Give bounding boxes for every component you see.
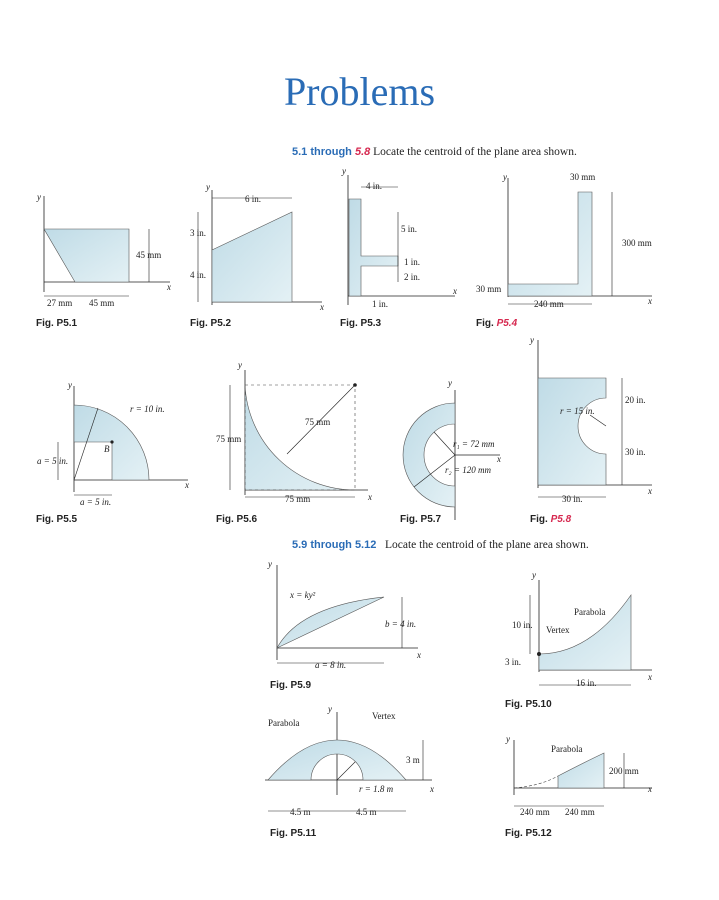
axis-label-y: y (268, 559, 272, 569)
dim-75mm-radius: 75 mm (305, 417, 331, 427)
shape (558, 753, 604, 788)
point-b (110, 440, 113, 443)
dim-b4in: b = 4 in. (385, 619, 417, 629)
shape (508, 192, 592, 296)
shape (349, 199, 398, 296)
shape (212, 212, 292, 302)
axis-label-y: y (448, 378, 452, 388)
axis-label-x: x (648, 296, 652, 306)
figure-p5-1 (36, 192, 171, 308)
dim-20in: 20 in. (625, 395, 646, 405)
dim-30in-v: 30 in. (625, 447, 646, 457)
dim-30in-h: 30 in. (562, 494, 583, 504)
label-parabola: Parabola (574, 607, 606, 617)
label-parabola: Parabola (551, 744, 583, 754)
dim-r10in: r = 10 in. (130, 404, 165, 414)
dim-240mm-left: 240 mm (520, 807, 550, 817)
axis-label-y: y (530, 335, 534, 345)
fig-label-p5-9: Fig. P5.9 (270, 680, 312, 691)
figure-p5-11 (265, 704, 434, 817)
vertex-point (537, 652, 541, 656)
dim-a5in-v: a = 5 in. (37, 456, 69, 466)
dim-75mm-h: 75 mm (285, 494, 311, 504)
problem-number: 5.9 through 5.12 (292, 539, 377, 551)
dim-45mm-v: 45 mm (136, 250, 162, 260)
dim-3in: 3 in. (505, 657, 522, 667)
problem-number-start: 5.1 through (292, 146, 352, 158)
dim-4in: 4 in. (190, 270, 207, 280)
axis-label-x: x (648, 486, 652, 496)
fig-label-number: P5.8 (550, 514, 572, 525)
dim-240mm-right: 240 mm (565, 807, 595, 817)
fig-label-p5-3: Fig. P5.3 (340, 318, 382, 329)
fig-label-prefix: Fig. (476, 318, 497, 329)
fig-label-p5-5: Fig. P5.5 (36, 514, 78, 525)
dim-240mm: 240 mm (534, 299, 564, 309)
fig-label-p5-11: Fig. P5.11 (270, 828, 317, 839)
axis-label-x: x (497, 454, 501, 464)
axis-label-x: x (430, 784, 434, 794)
label-vertex: Vertex (372, 711, 396, 721)
fig-label-p5-8 (530, 514, 571, 525)
problem-number-end: 5.8 (354, 146, 371, 158)
axis-label-x: x (648, 784, 652, 794)
fig-label-p5-2: Fig. P5.2 (190, 318, 232, 329)
figure-p5-10 (505, 570, 652, 688)
dim-30mm-left: 30 mm (476, 284, 502, 294)
dim-1in-h: 1 in. (372, 299, 389, 309)
shape (44, 229, 129, 282)
dim-6in: 6 in. (245, 194, 262, 204)
dim-45m-left: 4.5 m (290, 807, 311, 817)
dim-2in: 2 in. (404, 272, 421, 282)
radius-line (590, 415, 606, 426)
axis-label-x: x (320, 302, 324, 312)
dim-r18m: r = 1.8 m (359, 784, 394, 794)
label-b: B (104, 444, 110, 454)
fig-label-prefix: Fig. (530, 514, 551, 525)
axis-label-y: y (68, 380, 72, 390)
dim-27mm: 27 mm (47, 298, 73, 308)
fig-label-p5-1: Fig. P5.1 (36, 318, 78, 329)
axis-label-y: y (238, 360, 242, 370)
figure-p5-8 (529, 335, 652, 504)
page-title: Problems (283, 69, 436, 114)
fig-label-p5-12: Fig. P5.12 (505, 828, 552, 839)
dim-a8in: a = 8 in. (315, 660, 347, 670)
dim-3m: 3 m (406, 755, 420, 765)
dim-10in: 10 in. (512, 620, 533, 630)
axis-label-y: y (206, 182, 210, 192)
equation-label: x = ky² (290, 590, 316, 600)
shape (245, 385, 355, 490)
axis-label-x: x (417, 650, 421, 660)
axis-label-y: y (506, 734, 510, 744)
figure-p5-4 (476, 172, 652, 309)
dim-r2: r₂ = 120 mm (445, 465, 491, 475)
label-parabola: Parabola (268, 718, 300, 728)
figure-p5-2 (190, 182, 324, 312)
fig-label-number: P5.4 (496, 318, 518, 329)
label-vertex: Vertex (546, 625, 570, 635)
fig-label-p5-10: Fig. P5.10 (505, 699, 552, 710)
axis-label-y: y (328, 704, 332, 714)
axis-label-x: x (453, 286, 457, 296)
axis-label-y: y (503, 172, 507, 182)
axis-label-x: x (368, 492, 372, 502)
axis-label-y: y (37, 192, 41, 202)
dim-200mm: 200 mm (609, 766, 639, 776)
figure-p5-7 (403, 378, 501, 520)
figure-p5-9 (267, 559, 421, 670)
axis-label-x: x (648, 672, 652, 682)
dim-16in: 16 in. (576, 678, 597, 688)
problem-text: Locate the centroid of the plane area shown. (384, 539, 589, 551)
figure-p5-5 (37, 380, 189, 507)
dim-30mm-top: 30 mm (570, 172, 596, 182)
dim-a5in-h: a = 5 in. (80, 497, 112, 507)
axis-label-x: x (167, 282, 171, 292)
dim-1in-v: 1 in. (404, 257, 421, 267)
dim-300mm: 300 mm (622, 238, 652, 248)
dim-3in: 3 in. (190, 228, 207, 238)
figure-p5-3 (341, 166, 457, 309)
dim-75mm-v: 75 mm (216, 434, 242, 444)
figure-p5-12 (505, 734, 652, 817)
fig-label-p5-6: Fig. P5.6 (216, 514, 258, 525)
shape (277, 597, 384, 648)
dim-r15in: r = 15 in. (560, 406, 595, 416)
radius-r1 (434, 432, 455, 455)
fig-label-p5-4 (476, 318, 517, 329)
dim-45m-right: 4.5 m (356, 807, 377, 817)
dim-45mm-h: 45 mm (89, 298, 115, 308)
axis-label-x: x (185, 480, 189, 490)
dim-r1: r₁ = 72 mm (453, 439, 495, 449)
shape (538, 378, 606, 485)
problem-text: Locate the centroid of the plane area shown. (373, 146, 577, 158)
dim-5in: 5 in. (401, 224, 418, 234)
fig-label-p5-7: Fig. P5.7 (400, 514, 442, 525)
figure-p5-6 (216, 360, 372, 504)
axis-label-y: y (342, 166, 346, 176)
shape (403, 403, 455, 507)
dim-4in: 4 in. (366, 181, 383, 191)
radius-line (337, 762, 355, 780)
dashed-parabola (514, 776, 558, 788)
axis-label-y: y (532, 570, 536, 580)
